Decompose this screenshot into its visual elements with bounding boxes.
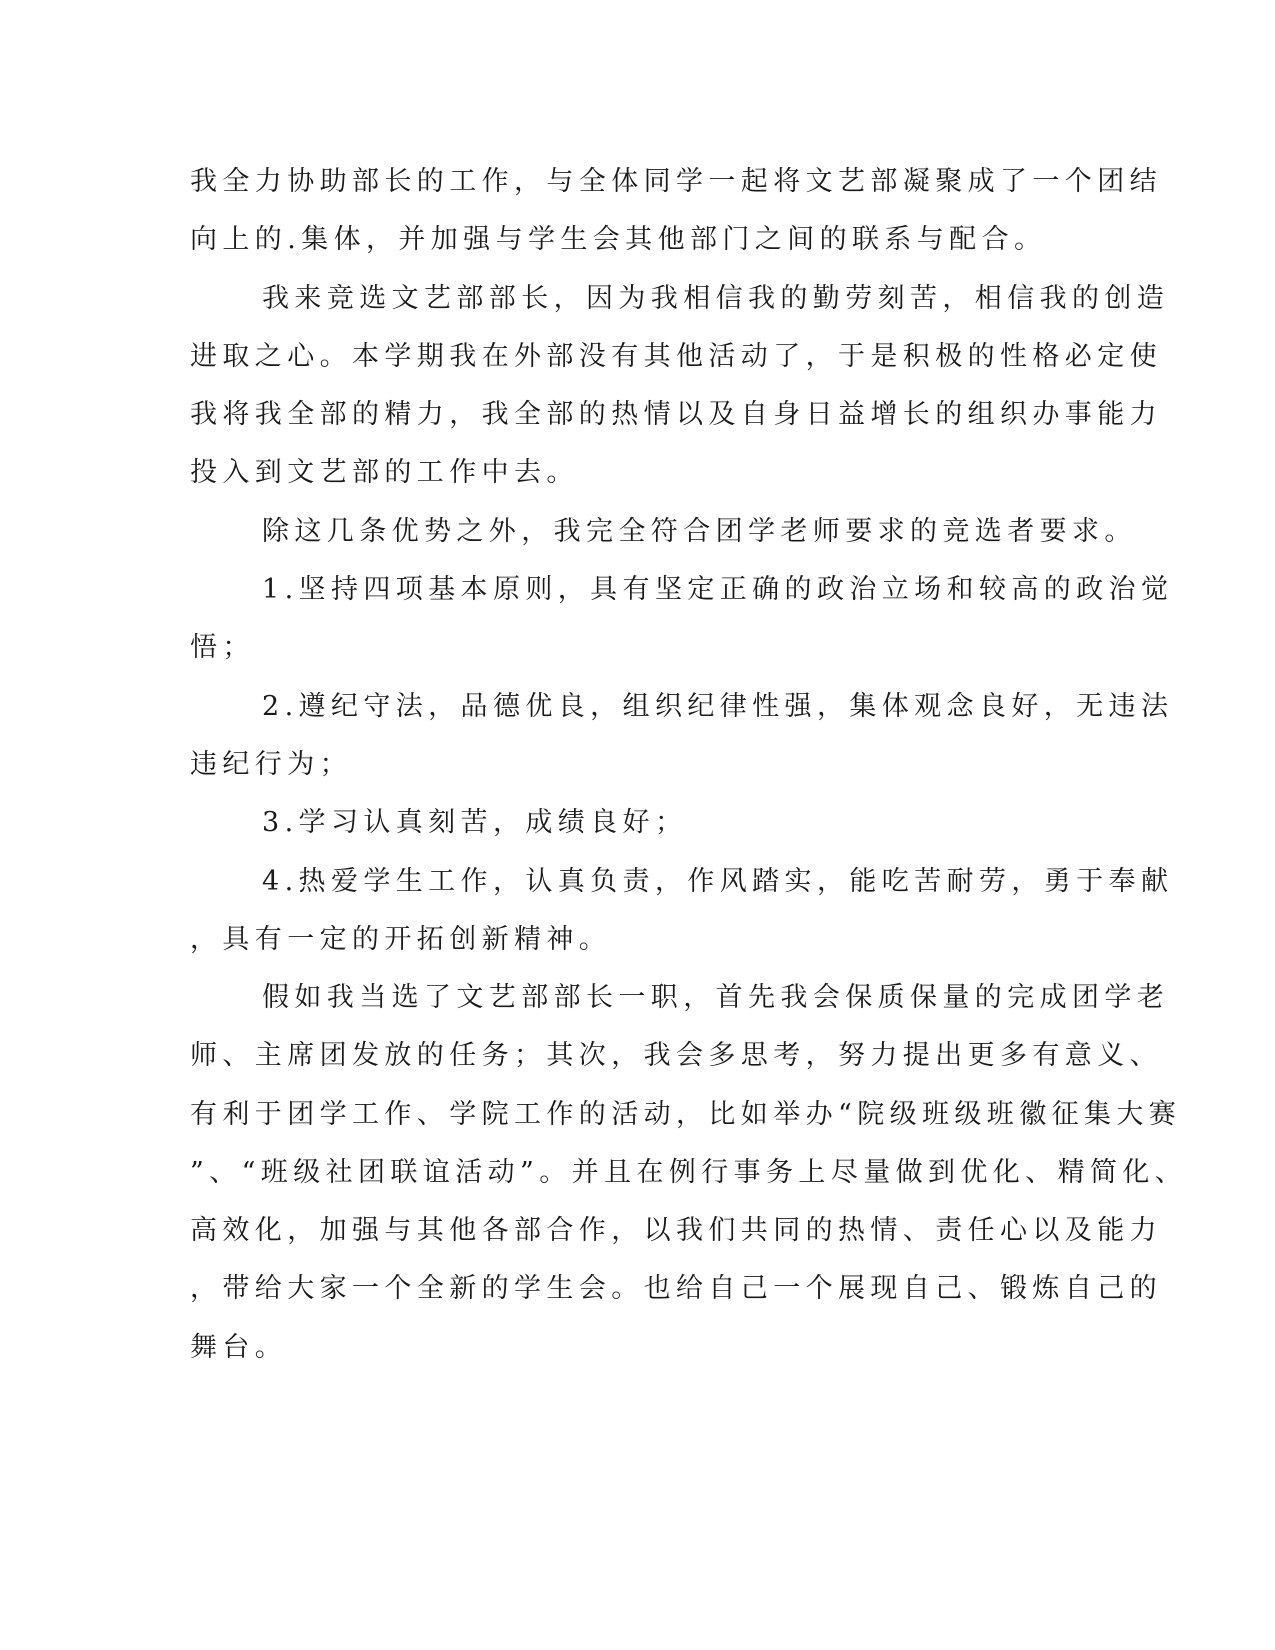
- text-line: 我全力协助部长的工作，与全体同学一起将文艺部凝聚成了一个团结: [190, 166, 1162, 197]
- list-item-2: 2.遵纪守法，品德优良，组织纪律性强，集体观念良好，无违法: [262, 691, 1174, 722]
- text-line: 投入到文艺部的工作中去。: [190, 457, 579, 488]
- text-line: 向上的.集体，并加强与学生会其他部门之间的联系与配合。: [190, 224, 1047, 255]
- text-line: ，具有一定的开拓创新精神。: [190, 924, 612, 955]
- text-line: ，带给大家一个全新的学生会。也给自己一个展现自己、锻炼自己的: [190, 1273, 1162, 1304]
- text-line: 违纪行为；: [190, 749, 352, 780]
- text-line: 除这几条优势之外，我完全符合团学老师要求的竞选者要求。: [262, 516, 1137, 547]
- list-item-1: 1.坚持四项基本原则，具有坚定正确的政治立场和较高的政治觉: [262, 574, 1174, 605]
- text-line: 假如我当选了文艺部部长一职，首先我会保质保量的完成团学老: [262, 982, 1170, 1013]
- text-line: 师、主席团发放的任务；其次，我会多思考，努力提出更多有意义、: [190, 1040, 1162, 1071]
- text-line: 进取之心。本学期我在外部没有其他活动了，于是积极的性格必定使: [190, 341, 1162, 372]
- text-line: 高效化，加强与其他各部合作，以我们共同的热情、责任心以及能力: [190, 1215, 1162, 1246]
- text-line: 我将我全部的精力，我全部的热情以及自身日益增长的组织办事能力: [190, 399, 1162, 430]
- text-line: ”、“班级社团联谊活动”。并且在例行事务上尽量做到优化、精简化、: [190, 1157, 1188, 1188]
- text-line: 有利于团学工作、学院工作的活动，比如举办“院级班级班徽征集大赛: [190, 1099, 1182, 1130]
- list-item-4: 4.热爱学生工作，认真负责，作风踏实，能吃苦耐劳，勇于奉献: [262, 866, 1174, 897]
- text-line: 舞台。: [190, 1332, 288, 1363]
- text-line: 我来竞选文艺部部长，因为我相信我的勤劳刻苦，相信我的创造: [262, 283, 1170, 314]
- list-item-3: 3.学习认真刻苦，成绩良好；: [262, 807, 688, 838]
- text-line: 悟；: [190, 632, 255, 663]
